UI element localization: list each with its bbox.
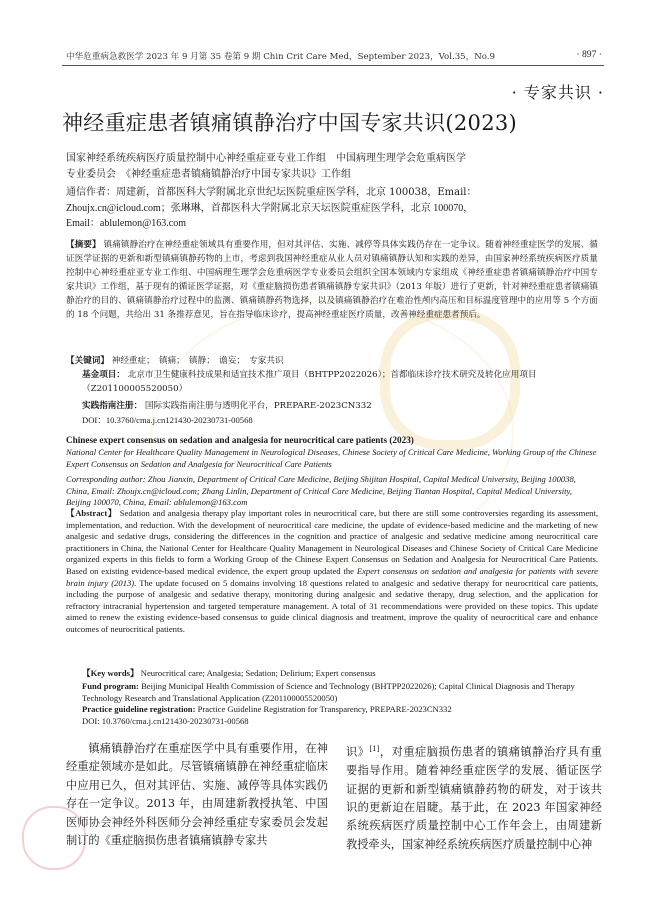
header-rule bbox=[62, 65, 604, 66]
author-groups bbox=[66, 151, 586, 183]
english-title: Chinese expert consensus on sedation and analgesia for neurocritical care patients (2023) bbox=[66, 435, 414, 445]
english-keywords bbox=[82, 668, 598, 680]
abstract-text: Sedation and analgesia therapy play important roles in neurocritical care, but there are still some controversies regarding its assessment, implementation, and reduction. With the development of neurocritical care medicine, the update of evidence-based medicine and the marketing of new analgesic and sedative drugs, considering the differences in the cognition and practice of analgesic and sedative medicine among neurocritical care practitioners in China, the National Center for Healthcare Quality Management in Neurological Diseases and Chinese Society of Critical Care Medicine organized experts in this fields to form a Working Group of the Chinese Expert Consensus on Sedation and Analgesia for Neurocritical Care Patients. Based on existing evidence-based medical evidence, the expert group updated the bbox=[66, 508, 598, 576]
article-title: 神经重症患者镇痛镇静治疗中国专家共识(2023) bbox=[62, 111, 518, 135]
fund-label: Fund program: bbox=[82, 681, 139, 691]
body-text: ，对重症脑损伤患者的镇痛镇静治疗具有重要指导作用。随着神经重症医学的发展、循证医学证据的更新和新型镇痛镇静药物的研发，对于该共识的更新迫在眉睫。基于此，在 2023 年国家神经系统疾病医疗质量控制中心工作年会上，由周建新教授牵头，国家神经系统疾病医疗质量控制中心神 bbox=[346, 745, 602, 851]
abstract-text: 镇痛镇静治疗在神经重症领域具有重要作用，但对其评估、实施、减停等具体实践仍存在一定争议。随着神经重症医学的发展、循证医学证据的更新和新型镇痛镇静药物的上市，考虑到我国神经重症从业人员对镇痛镇静认知和实践的差异，由国家神经系统疾病医疗质量控制中心神经重症亚专业工作组、中国病理生理学会危重病医学专业委员会组织全国本领域内专家组成《神经重症患者镇痛镇静治疗中国专家共识》工作组，基于现有的循证医学证据，对《重症脑损伤患者镇痛镇静专家共识》（2013 年版）进行了更新，针对神经重症患者镇痛镇静治疗的目的、镇痛镇静治疗过程中的监测、镇痛镇静药物选择，以及镇痛镇静治疗在难治性颅内高压和目标温度管理中的应用等 5 个方面的 18 个问题，共给出 31 条推荐意见，旨在指导临床诊疗，提高神经重症医疗质量，改善神经重症患者预后。 bbox=[66, 240, 598, 321]
chinese-fund bbox=[82, 368, 598, 396]
corr-line: Zhoujx.cn@icloud.com；张琳琳，首都医科大学附属北京天坛医院重症医学科，北京 100070， bbox=[66, 202, 474, 214]
keywords-label: 【Key words】 bbox=[82, 668, 139, 678]
citation-ref: [1] bbox=[369, 745, 380, 753]
guide-label: Practice guideline registration: bbox=[82, 704, 196, 715]
english-corresponding: Corresponding author: Zhou Jianxin, Department of Critical Care Medicine, Beijing Shijitan Hospital, Capital Medical University, Beijing 100038, China, Email: Zhoujx.cn@icloud.com; Zhang Linlin, Department of Critical Care Medicine, Beijing Tiantan Hospital, Capital Medical University, Beijing 100070, China, Email: ablulemon@163.com bbox=[66, 474, 576, 508]
abstract-italic-title: Expert consensus on sedation and analgesia for patients with severe brain injury (2013) bbox=[66, 565, 599, 588]
author-line: 专业委员会 《神经重症患者镇痛镇静治疗中国专家共识》工作组 bbox=[66, 169, 351, 180]
running-head: 中华危重病急救医学 2023 年 9 月第 35 卷第 9 期 Chin Crit Care Med，September 2023，Vol.35，No.9 bbox=[66, 52, 495, 62]
english-abstract bbox=[66, 508, 598, 636]
body-text-left: 镇痛镇静治疗在重症医学中具有重要作用，在神经重症领域亦是如此。尽管镇痛镇静在神经重症临床中应用已久，但对其评估、实施、减停等具体实践仍存在一定争议。2013 年，由周建新教授执笔、中国医师协会神经外科医师分会神经重症专家委员会发起制订的《重症脑损伤患者镇痛镇静专家共 bbox=[66, 742, 328, 848]
corresponding-authors bbox=[66, 185, 594, 232]
author-line: 国家神经系统疾病医疗质量控制中心神经重症亚专业工作组 中国病理生理学会危重病医学 bbox=[66, 153, 466, 164]
english-fund bbox=[82, 681, 598, 716]
guide-text: 国际实践指南注册与透明化平台，PREPARE-2023CN332 bbox=[144, 401, 372, 411]
fund-text: 北京市卫生健康科技成果和适宜技术推广项目（BHTPP2022026）；首都临床诊疗技术研究及转化应用项目（Z201100005520050） bbox=[82, 370, 537, 394]
guide-label: 实践指南注册： bbox=[82, 401, 143, 411]
body-text-right bbox=[346, 740, 602, 854]
keywords-text: 神经重症； 镇痛； 镇静； 谵妄； 专家共识 bbox=[111, 356, 284, 366]
abstract-text: . The update focused on 5 domains involving 18 questions related to analgesic and sedative therapy for neurocritical care patients, including the purpose of analgesic and sedative therapy, monitoring during analgesic and sedative therapy, drug selection, and the application for refractory intracranial hypertension and targeted temperature management. A total of 31 recommendations were provided on these topics. This update aimed to renew the existing evidence-based consensus to guide clinical diagnosis and treatment, improve the quality of neurocritical care and enhance outcomes of neurocritical patients. bbox=[66, 577, 599, 634]
corr-line: Email：ablulemon@163.com bbox=[66, 218, 187, 230]
fund-text: Beijing Municipal Health Commission of Science and Technology (BHTPP2022026); Capital Clinical Diagnosis and Therapy Technology Research and Translational Application (Z201100005520050) bbox=[82, 681, 575, 703]
chinese-doi: DOI：10.3760/cma.j.cn121430-20230731-00568 bbox=[82, 415, 253, 425]
corr-line: 通信作者：周建新，首都医科大学附属北京世纪坛医院重症医学科，北京 100038，Email： bbox=[66, 187, 477, 198]
english-affiliation: National Center for Healthcare Quality Management in Neurological Diseases, Chinese Society of Critical Care Medicine, Working Group of the Chinese Expert Consensus on Sedation and Analgesia for Neurocritical Care Patients bbox=[66, 447, 597, 469]
abstract-label: 【Abstract】 bbox=[66, 508, 117, 518]
body-text: 识》 bbox=[346, 745, 370, 759]
fund-label: 基金项目： bbox=[82, 370, 125, 380]
guide-text: Practice Guideline Registration for Transparency, PREPARE-2023CN332 bbox=[197, 704, 452, 715]
keywords-label: 【关键词】 bbox=[66, 356, 109, 366]
chinese-abstract bbox=[66, 238, 598, 323]
abstract-label: 【摘要】 bbox=[66, 240, 101, 250]
section-label: · 专家共识 · bbox=[511, 83, 604, 102]
chinese-keywords bbox=[66, 354, 598, 368]
page-number: · 897 · bbox=[576, 49, 602, 60]
chinese-guideline-registration bbox=[82, 399, 598, 413]
english-doi: DOI: 10.3760/cma.j.cn121430-20230731-00568 bbox=[82, 716, 249, 726]
keywords-text: Neurocritical care; Analgesia; Sedation; Delirium; Expert consensus bbox=[140, 668, 376, 678]
